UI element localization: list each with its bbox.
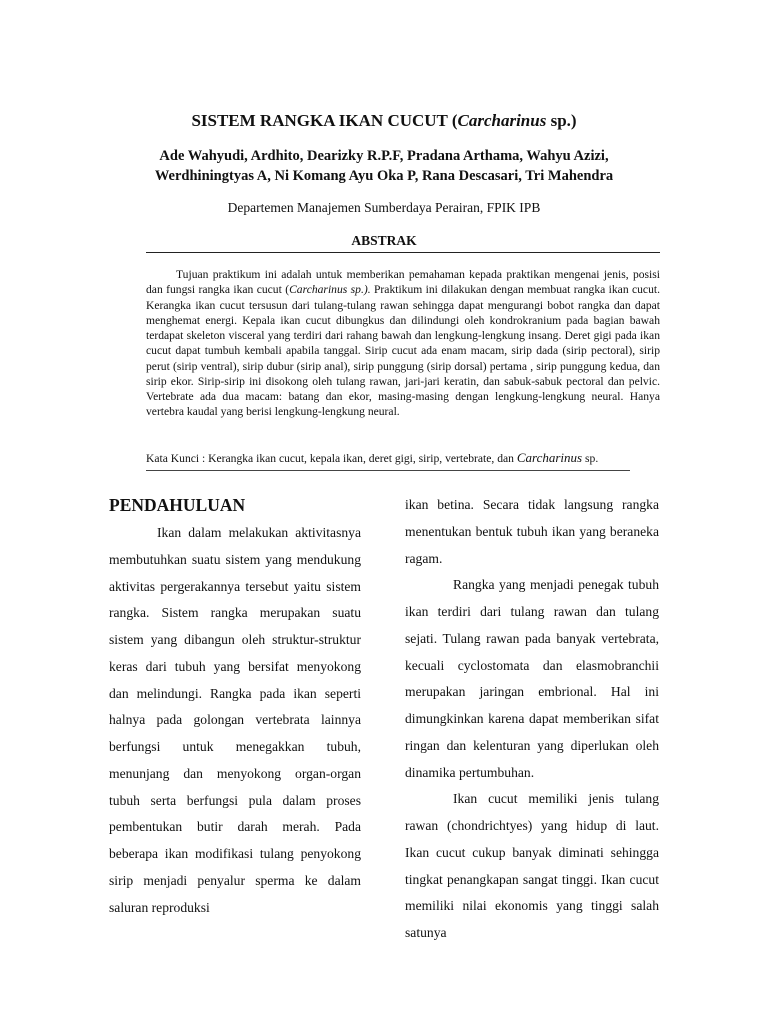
title-main: SISTEM RANGKA IKAN CUCUT (: [191, 111, 458, 130]
paper-title: [0, 111, 768, 131]
abstract-species: Carcharinus sp.).: [289, 283, 371, 297]
section-heading: PENDAHULUAN: [109, 495, 246, 515]
abstract-bottom-rule: [146, 470, 630, 471]
title-species: Carcharinus: [457, 111, 547, 130]
left-column: [109, 520, 361, 921]
paragraph: Rangka yang menjadi penegak tubuh ikan terdiri dari tulang rawan dan tulang sejati. Tulang rawan pada banyak vertebrata, kecuali cyclostomata dan elasmobranchii merupakan jaringan embrional. Hal ini dimungkinkan karena dapat memberikan sifat ringan dan kelenturan yang diperlukan oleh dinamika pertumbuhan.: [405, 577, 659, 780]
keywords-species: Carcharinus: [516, 450, 583, 465]
abstract-heading: ABSTRAK: [351, 233, 417, 248]
keywords-suffix: sp.: [582, 452, 599, 465]
abstract-text-1: Tujuan praktikum ini adalah untuk memberikan pemahaman kepada praktikan mengenai jenis, posisi dan fungsi rangka ikan cucut (: [146, 268, 660, 297]
affiliation: Departemen Manajemen Sumberdaya Perairan, FPIK IPB: [227, 200, 541, 215]
right-column: [405, 492, 659, 947]
paragraph: ikan betina. Secara tidak langsung rangka menentukan bentuk tubuh ikan yang beraneka ragam.: [405, 497, 659, 566]
keywords-text: Kata Kunci : Kerangka ikan cucut, kepala ikan, deret gigi, sirip, vertebrate, dan: [146, 452, 517, 465]
author-list: Ade Wahyudi, Ardhito, Dearizky R.P.F, Pradana Arthama, Wahyu Azizi, Werdhiningtyas A, Ni Komang Ayu Oka P, Rana Descasari, Tri Mahendra: [154, 148, 614, 184]
title-suffix: sp.): [546, 111, 577, 130]
paragraph: Ikan dalam melakukan aktivitasnya membutuhkan suatu sistem yang mendukung aktivitas pergerakannya tersebut yaitu sistem rangka. Sistem rangka merupakan suatu sistem yang dibangun oleh struktur-struktur keras dari tubuh yang bersifat menyokong dan melindungi. Rangka pada ikan seperti halnya pada golongan vertebrata lainnya berfungsi untuk menegakkan tubuh, menunjang dan menyokong organ-organ tubuh serta berfungsi pula dalam proses pembentukan butir darah merah. Pada beberapa ikan modifikasi tulang penyokong sirip menjadi penyalur sperma ke dalam saluran reproduksi: [109, 525, 361, 915]
abstract-top-rule: [146, 252, 660, 253]
paragraph: Ikan cucut memiliki jenis tulang rawan (chondrichtyes) yang hidup di laut. Ikan cucut cukup banyak diminati sehingga tingkat penangkapan sangat tinggi. Ikan cucut memiliki nilai ekonomis yang tinggi salah satunya: [405, 791, 659, 940]
abstract-body: [146, 267, 660, 420]
abstract-text-2: Praktikum ini dilakukan dengan membuat rangka ikan cucut. Kerangka ikan cucut tersusun dari tulang-tulang rawan sehingga dapat mengurangi bobot rangka dan dapat menghemat energi. Kepala ikan cucut dibungkus dan dilindungi oleh kondrokranium pada bagian bawah terdapat skeleton visceral yang terdiri dari rahang bawah dan lengkung-lengkung insang. Deret gigi pada ikan cucut dapat tumbuh kembali apabila tanggal. Sirip cucut ada enam macam, sirip dada (sirip pectoral), sirip perut (sirip ventral), sirip dubur (sirip anal), sirip punggung (sirip dorsal) pertama , sirip punggung kedua, dan sirip ekor. Sirip-sirip ini disokong oleh tulang rawan, jari-jari keratin, dan sabuk-sabuk pectoral dan pelvic. Vertebrate ada dua macam: batang dan ekor, masing-masing dengan lengkung-lengkung neural. Hanya vertebra kaudal yang berisi lengkung-lengkung neural.: [146, 283, 660, 419]
keywords: [146, 450, 660, 466]
